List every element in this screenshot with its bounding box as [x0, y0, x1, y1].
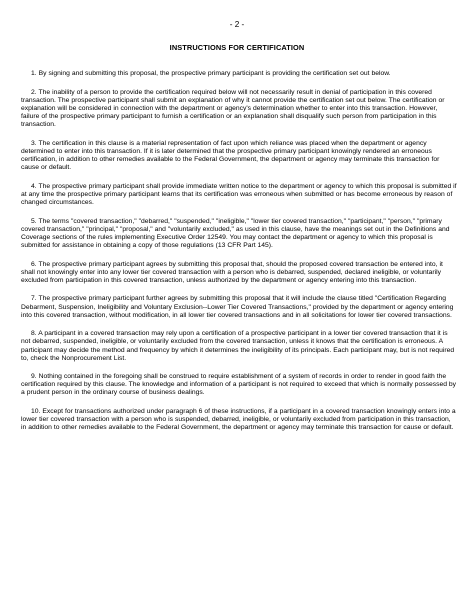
paragraph-1: 1. By signing and submitting this proposal, the prospective primary participant is providing the certification set out below. — [31, 70, 391, 77]
paragraph-8: 8. A participant in a covered transaction may rely upon a certification of a prospective participant in a lower tier covered transaction that it is not debarred, suspended, ineligible, or voluntarily excluded from the covered transaction, unless it knows that the certification is erroneous. A participant may decide the method and frequency by which it determines the ineligibility of its principals. Each participant may, but is not required to, check the Nonprocurement List. — [21, 330, 455, 362]
paragraph-3: 3. The certification in this clause is a material representation of fact upon which reliance was placed when the department or agency determined to enter into this transaction. If it is later determined that the prospective primary participant knowingly rendered an erroneous certification, in addition to other remedies available to the Federal Government, the department or agency may terminate this transaction for cause or default. — [21, 139, 440, 172]
paragraph-7: 7. The prospective primary participant further agrees by submitting this proposal that it will include the clause titled "Certification Regarding Debarment, Suspension, Ineligibility and Voluntary Exclusion--Lower Tier Covered Transactions," provided by the department or agency entering into this covered transaction, without modification, in all lower tier covered transactions and in all solicitations for lower tier covered transactions. — [21, 295, 454, 319]
page-title: INSTRUCTIONS FOR CERTIFICATION — [169, 43, 305, 52]
paragraph-5: 5. The terms "covered transaction," "debarred," "suspended," "ineligible," "lower tier covered transaction," "participant," "person," "primary covered transaction," "principal," "proposal," and "voluntarily excluded," as used in this clause, have the meanings set out in the Definitions and Coverage sections of the rules implementing Executive Order 12549. You may contact the department or agency to which this proposal is submitted for assistance in obtaining a copy of those regulations (13 CFR Part 145). — [21, 217, 450, 249]
page-number: - 2 - — [229, 20, 245, 29]
paragraph-4: 4. The prospective primary participant shall provide immediate written notice to the department or agency to which this proposal is submitted if at any time the prospective primary participant learns that its certification was erroneous when submitted or has become erroneous by reason of changed circumstances. — [21, 182, 457, 206]
paragraph-10: 10. Except for transactions authorized under paragraph 6 of these instructions, if a participant in a covered transaction knowingly enters into a lower tier covered transaction with a person who is suspended, debarred, ineligible, or voluntarily excluded from participation in this transaction, in addition to other remedies available to the Federal Government, the department or agency may terminate this transaction for cause or default. — [21, 408, 456, 432]
paragraph-9: 9. Nothing contained in the foregoing shall be construed to require establishment of a system of records in order to render in good faith the certification required by this clause. The knowledge and information of a participant is not required to exceed that which is normally possessed by a prudent person in the ordinary course of business dealings. — [21, 373, 457, 397]
paragraph-6: 6. The prospective primary participant agrees by submitting this proposal that, should the proposed covered transaction be entered into, it shall not knowingly enter into any lower tier covered transaction with a person who is debarred, suspended, declared ineligible, or voluntarily excluded from participation in this covered transaction, unless authorized by the department or agency entering into this transaction. — [21, 260, 443, 284]
instructions-body — [21, 70, 457, 443]
paragraph-2: 2. The inability of a person to provide the certification required below will not necessarily result in denial of participation in this covered transaction. The prospective participant shall submit an explanation of why it cannot provide the certification set out below. The certification or explanation will be considered in connection with the department or agency's determination whether to enter into this transaction. However, failure of the prospective primary participant to furnish a certification or an explanation shall disqualify such person from participation in this transaction. — [21, 88, 445, 129]
